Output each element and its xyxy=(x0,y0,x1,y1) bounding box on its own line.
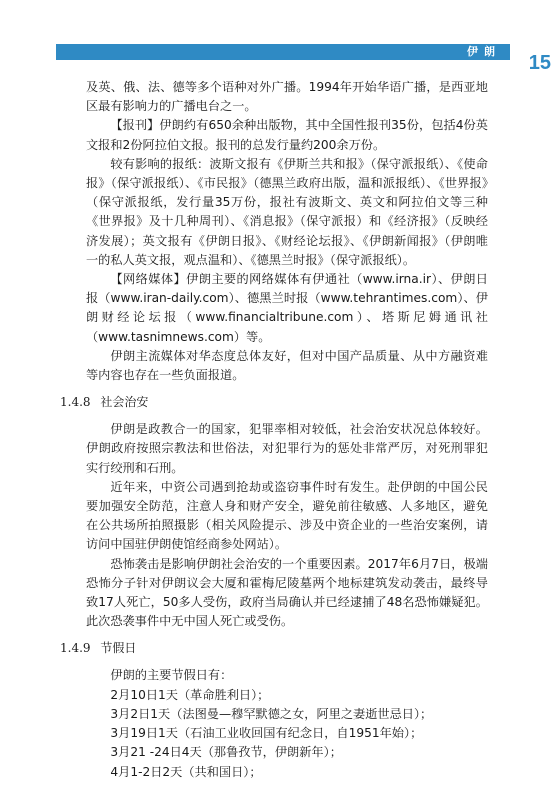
list-item: 2月10日1天（革命胜利日）； xyxy=(110,687,270,702)
list-item: 4月1-2日2天（共和国日）； xyxy=(110,764,262,779)
list-item: 3月21 -24日4天（那鲁孜节，伊朗新年）； xyxy=(110,745,342,760)
paragraph-influential-newspapers: 较有影响的报纸：波斯文报有《伊斯兰共和报》（保守派报纸）、《使命报》（保守派报纸）、《市民报》（德黑兰政府出版，温和派报纸）、《世界报》（保守派报纸，发行量35万份，报社有波斯文、英文和阿拉伯文等三种《世界报》及十几种周刊）、《消息报》（保守派报）和《经济报》（反映经济发展）；英文报有《伊朗日报》、《财经论坛报》、《伊朗新闻报》（伊朗唯一的私人英文报，观点温和）、《德黑兰时报》（保守派报纸）。 xyxy=(86,156,488,267)
page-body xyxy=(60,78,488,782)
running-header-title: 伊朗 xyxy=(467,45,501,58)
list-item: 3月2日1天（法图曼—穆罕默德之女，阿里之妻逝世忌日）； xyxy=(110,706,433,721)
section-title: 社会治安 xyxy=(100,395,149,410)
paragraph-security-overview: 伊朗是政教合一的国家，犯罪率相对较低，社会治安状况总体较好。伊朗政府按照宗教法和世俗法，对犯罪行为的惩处非常严厉，对死刑罪犯实行绞刑和石刑。 xyxy=(86,422,488,475)
section-number: 1.4.8 xyxy=(60,395,91,410)
section-heading-social-security xyxy=(60,393,488,412)
section-number: 1.4.9 xyxy=(60,641,91,656)
paragraph-broadcast-continued: 及英、俄、法、德等多个语种对外广播。1994年开始华语广播，是西亚地区最有影响力的广播电台之一。 xyxy=(86,80,488,114)
paragraph-terror-attack: 恐怖袭击是影响伊朗社会治安的一个重要因素。2017年6月7日，极端恐怖分子针对伊朗议会大厦和霍梅尼陵墓两个地标建筑发动袭击，最终导致17人死亡，50多人受伤，政府当局确认并已经逮捕了48名恐怖嫌疑犯。此次恐袭事件中无中国人死亡或受伤。 xyxy=(86,556,488,629)
paragraph-security-advice: 近年来，中资公司遇到抢劫或盗窃事件时有发生。赴伊朗的中国公民要加强安全防范，注意人身和财产安全，避免前往敏感、人多地区，避免在公共场所拍照摄影（相关风险提示、涉及中资企业的一些治安案例，请访问中国驻伊朗使馆经商参处网站）。 xyxy=(86,479,488,552)
section-heading-holidays xyxy=(60,639,488,658)
paragraph-holidays-intro: 伊朗的主要节假日有： xyxy=(110,668,233,683)
paragraph-media-attitude: 伊朗主流媒体对华态度总体友好，但对中国产品质量、从中方融资难等内容也存在一些负面报道。 xyxy=(86,348,488,383)
section-title: 节假日 xyxy=(100,641,137,656)
paragraph-online-media: 【网络媒体】伊朗主要的网络媒体有伊通社（www.irna.ir）、伊朗日报（www.iran-daily.com）、德黑兰时报（www.tehrantimes.com）、伊朗财经论坛报（www.financialtribune.com）、塔斯尼姆通讯社（www.tasnimnews.com）等。 xyxy=(86,272,488,344)
paragraph-newspapers: 【报刊】伊朗约有650余种出版物，其中全国性报刊35份，包括4份英文报和2份阿拉伯文报。报刊的总发行量约200余万份。 xyxy=(86,118,488,152)
header-bar xyxy=(56,44,510,60)
list-item: 3月19日1天（石油工业收回国有纪念日，自1951年始）； xyxy=(110,726,423,741)
page-number: 15 xyxy=(528,52,551,74)
